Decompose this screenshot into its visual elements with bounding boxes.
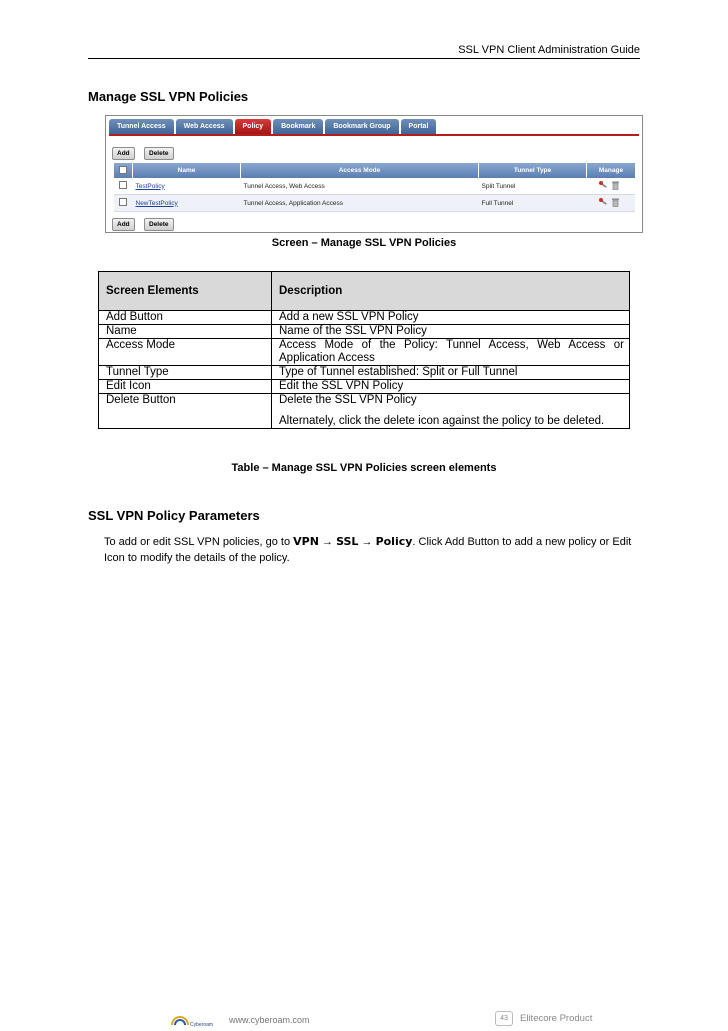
- manage-icons-svg: [598, 180, 624, 190]
- tunnel-type-cell: Full Tunnel: [479, 195, 587, 212]
- policy-name-cell: [133, 195, 241, 212]
- screenshot-caption: Screen – Manage SSL VPN Policies: [271, 237, 457, 249]
- element-cell: Access Mode: [99, 339, 272, 366]
- tab-tunnel-access[interactable]: Tunnel Access: [109, 119, 174, 134]
- select-all-header: [114, 163, 133, 178]
- tunnel-type-cell: Split Tunnel: [479, 178, 587, 195]
- col-name: Name: [133, 163, 241, 178]
- row-checkbox[interactable]: [119, 198, 127, 206]
- tab-web-access[interactable]: Web Access: [176, 119, 233, 134]
- element-cell: Tunnel Type: [99, 366, 272, 380]
- trash-icon[interactable]: [612, 182, 619, 190]
- section-heading-manage: Manage SSL VPN Policies: [88, 89, 249, 104]
- logo-text: Cyberoam: [190, 1022, 214, 1028]
- path-policy: Policy: [375, 535, 413, 548]
- tab-bookmark-group[interactable]: Bookmark Group: [325, 119, 398, 134]
- access-mode-cell: Tunnel Access, Application Access: [241, 195, 479, 212]
- col-screen-elements: Screen Elements: [99, 272, 272, 311]
- grid-header-row: [114, 163, 635, 178]
- description-line: Delete the SSL VPN Policy: [279, 394, 417, 406]
- col-manage: Manage: [587, 163, 636, 178]
- table-row: [114, 178, 635, 195]
- tab-policy[interactable]: Policy: [235, 119, 272, 134]
- page-number-badge: 43: [495, 1011, 513, 1026]
- description-cell: Type of Tunnel established: Split or Full Tunnel: [272, 366, 630, 380]
- delete-button-top[interactable]: Delete: [144, 147, 174, 160]
- description-line: Alternately, click the delete icon against the policy to be deleted.: [279, 415, 605, 427]
- wrench-icon[interactable]: [599, 198, 607, 205]
- policy-name-link[interactable]: TestPolicy: [135, 182, 165, 190]
- policies-screenshot: [105, 115, 643, 233]
- manage-cell: [587, 195, 636, 212]
- manage-icons: [598, 180, 624, 190]
- policies-grid: [114, 163, 635, 212]
- policy-name-cell: [133, 178, 241, 195]
- table-row: [99, 325, 630, 339]
- parameters-paragraph: [104, 534, 641, 566]
- table-row: [114, 195, 635, 212]
- manage-icons: [598, 197, 624, 207]
- element-cell: Name: [99, 325, 272, 339]
- description-cell: Name of the SSL VPN Policy: [272, 325, 630, 339]
- path-arrow: →: [322, 536, 333, 548]
- description-cell: Access Mode of the Policy: Tunnel Access, Web Access or Application Access: [272, 339, 630, 366]
- header-rule: [88, 58, 640, 59]
- tab-underline: [109, 134, 639, 136]
- section-heading-parameters: SSL VPN Policy Parameters: [88, 508, 260, 523]
- col-access-mode: Access Mode: [241, 163, 479, 178]
- manage-cell: [587, 178, 636, 195]
- add-button-bottom[interactable]: Add: [112, 218, 135, 231]
- cyberoam-logo: [166, 1012, 214, 1028]
- col-tunnel-type: Tunnel Type: [479, 163, 587, 178]
- description-cell: Add a new SSL VPN Policy: [272, 311, 630, 325]
- manage-icons-svg: [598, 197, 624, 207]
- path-vpn: VPN: [293, 535, 319, 548]
- path-arrow: →: [361, 536, 373, 548]
- description-cell: [272, 394, 630, 429]
- element-cell: Delete Button: [99, 394, 272, 429]
- path-ssl: SSL: [336, 535, 359, 548]
- description-spacer: [279, 407, 624, 415]
- element-cell: Edit Icon: [99, 380, 272, 394]
- trash-icon[interactable]: [612, 199, 619, 207]
- page-footer: [0, 1008, 728, 1031]
- tab-bookmark[interactable]: Bookmark: [273, 119, 323, 134]
- add-button-top[interactable]: Add: [112, 147, 135, 160]
- footer-product: Elitecore Product: [520, 1013, 593, 1024]
- screen-elements-table: [98, 271, 630, 429]
- table-caption: Table – Manage SSL VPN Policies screen elements: [231, 462, 497, 474]
- access-mode-cell: Tunnel Access, Web Access: [241, 178, 479, 195]
- row-select-cell: [114, 178, 133, 195]
- table-row: [99, 380, 630, 394]
- para-text-before: To add or edit SSL VPN policies, go to: [104, 536, 294, 548]
- delete-button-bottom[interactable]: Delete: [144, 218, 174, 231]
- table-row: [99, 339, 630, 366]
- row-checkbox[interactable]: [119, 181, 127, 189]
- table-row: [99, 311, 630, 325]
- col-description: Description: [272, 272, 630, 311]
- row-select-cell: [114, 195, 133, 212]
- wrench-icon[interactable]: [599, 181, 607, 188]
- para-text-after: . Click Add Button to add a new policy or Edit Icon to modify the details of the policy.: [104, 536, 632, 564]
- header-title: SSL VPN Client Administration Guide: [458, 44, 640, 56]
- footer-url[interactable]: www.cyberoam.com: [229, 1015, 310, 1025]
- table-row: [99, 394, 630, 429]
- tab-portal[interactable]: Portal: [401, 119, 437, 134]
- tab-bar: [109, 119, 438, 134]
- element-cell: Add Button: [99, 311, 272, 325]
- description-cell: Edit the SSL VPN Policy: [272, 380, 630, 394]
- select-all-checkbox[interactable]: [119, 166, 127, 174]
- table-row: [99, 366, 630, 380]
- policy-name-link[interactable]: NewTestPolicy: [135, 199, 178, 207]
- elements-header-row: [99, 272, 630, 311]
